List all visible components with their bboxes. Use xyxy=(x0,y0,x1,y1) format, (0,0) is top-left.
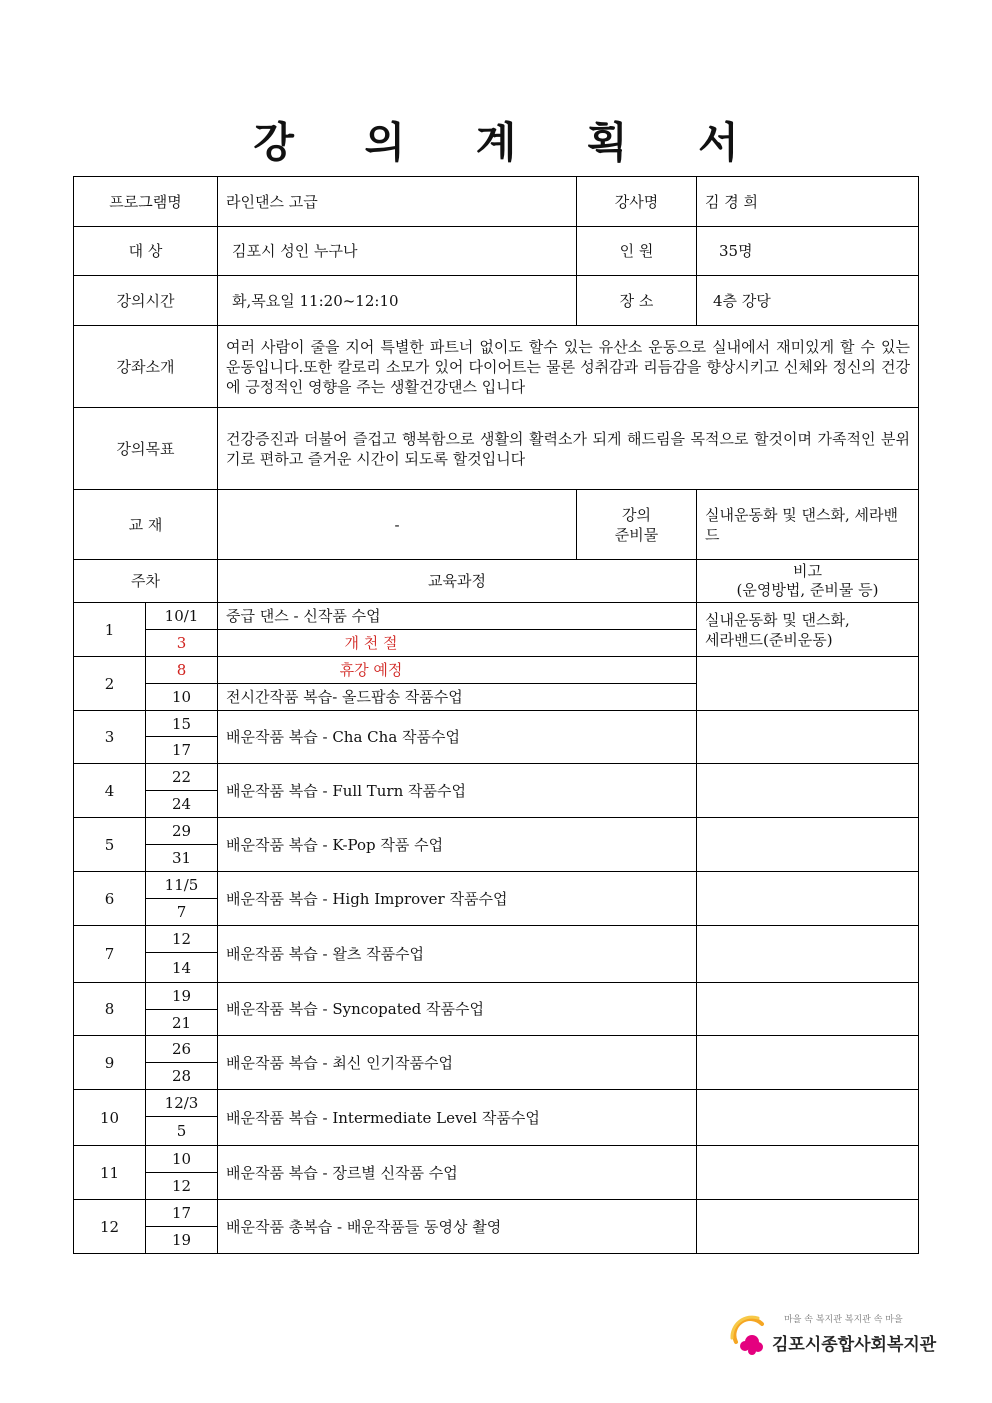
course-cell: 배운작품 복습 - 왈츠 작품수업 xyxy=(218,926,697,983)
textbook-value: - xyxy=(218,490,577,560)
time-value: 화,목요일 11:20~12:10 xyxy=(218,276,577,326)
note-header: 비고 (운영방법, 준비물 등) xyxy=(697,560,919,603)
course-cell: 배운작품 복습 - Cha Cha 작품수업 xyxy=(218,711,697,764)
organization-logo xyxy=(728,1308,937,1364)
week-number: 10 xyxy=(74,1090,146,1146)
date-cell: 15 xyxy=(146,711,218,737)
page-title: 강 의 계 획 서 xyxy=(253,118,767,167)
date-cell: 19 xyxy=(146,983,218,1010)
course-cell: 배운작품 총복습 - 배운작품들 동영상 촬영 xyxy=(218,1200,697,1254)
place-value: 4층 강당 xyxy=(697,276,919,326)
note-cell xyxy=(697,983,919,1036)
time-label: 강의시간 xyxy=(74,276,218,326)
textbook-label: 교 재 xyxy=(74,490,218,560)
goal-label: 강의목표 xyxy=(74,408,218,490)
date-cell: 12 xyxy=(146,926,218,953)
date-cell: 31 xyxy=(146,845,218,872)
week-number: 5 xyxy=(74,818,146,872)
target-value: 김포시 성인 누구나 xyxy=(218,227,577,276)
goal-value: 건강증진과 더불어 즐겁고 행복함으로 생활의 활력소가 되게 해드림을 목적으로 할것이며 가족적인 분위기로 편하고 즐거운 시간이 되도록 할것입니다 xyxy=(218,408,919,490)
note-cell xyxy=(697,926,919,983)
course-cell: 배운작품 복습 - Full Turn 작품수업 xyxy=(218,764,697,818)
note-cell xyxy=(697,1146,919,1200)
week-header: 주차 xyxy=(74,560,218,603)
date-cell: 10 xyxy=(146,1146,218,1173)
course-cell: 전시간작품 복습- 올드팝송 작품수업 xyxy=(218,684,697,711)
program-label: 프로그램명 xyxy=(74,177,218,227)
course-cell: 배운작품 복습 - 장르별 신작품 수업 xyxy=(218,1146,697,1200)
course-header: 교육과정 xyxy=(218,560,697,603)
date-cell: 21 xyxy=(146,1010,218,1036)
logo-name: 김포시종합사회복지관 xyxy=(772,1335,937,1355)
instructor-value: 김 경 희 xyxy=(697,177,919,227)
intro-value: 여러 사람이 줄을 지어 특별한 파트너 없이도 할수 있는 유산소 운동으로 실내에서 재미있게 할 수 있는 운동입니다.또한 칼로리 소모가 있어 다이어트는 물론 성취감과 리듬감을 향상시키고 신체와 정신의 건강에 긍정적인 영향을 주는 생활건강댄스 입니다 xyxy=(218,326,919,408)
lecture-plan-table xyxy=(73,176,919,1254)
course-cell: 배운작품 복습 - 최신 인기작품수업 xyxy=(218,1036,697,1090)
intro-label: 강좌소개 xyxy=(74,326,218,408)
date-cell: 17 xyxy=(146,737,218,764)
date-cell: 22 xyxy=(146,764,218,791)
holiday-cell: 휴강 예정 xyxy=(218,657,697,684)
course-cell: 배운작품 복습 - Intermediate Level 작품수업 xyxy=(218,1090,697,1146)
prep-label: 강의 준비물 xyxy=(577,490,697,560)
date-cell: 29 xyxy=(146,818,218,845)
date-cell: 28 xyxy=(146,1063,218,1090)
week-number: 8 xyxy=(74,983,146,1036)
note-cell xyxy=(697,818,919,872)
prep-value: 실내운동화 및 댄스화, 세라밴드 xyxy=(697,490,919,560)
week-number: 11 xyxy=(74,1146,146,1200)
logo-slogan: 마을 속 복지관 복지관 속 마을 xyxy=(784,1315,903,1325)
week-number: 2 xyxy=(74,657,146,711)
note-cell: 실내운동화 및 댄스화, 세라밴드(준비운동) xyxy=(697,603,919,657)
date-cell: 10 xyxy=(146,684,218,711)
date-cell: 26 xyxy=(146,1036,218,1063)
date-cell: 17 xyxy=(146,1200,218,1227)
date-cell: 7 xyxy=(146,899,218,926)
holiday-cell: 개 천 절 xyxy=(218,630,697,657)
week-number: 1 xyxy=(74,603,146,657)
date-cell: 3 xyxy=(146,630,218,657)
note-cell xyxy=(697,711,919,764)
week-number: 12 xyxy=(74,1200,146,1254)
note-cell xyxy=(697,657,919,711)
week-number: 3 xyxy=(74,711,146,764)
week-number: 4 xyxy=(74,764,146,818)
date-cell: 5 xyxy=(146,1117,218,1146)
headcount-value: 35명 xyxy=(697,227,919,276)
week-number: 9 xyxy=(74,1036,146,1090)
program-value: 라인댄스 고급 xyxy=(218,177,577,227)
instructor-label: 강사명 xyxy=(577,177,697,227)
note-cell xyxy=(697,764,919,818)
week-number: 6 xyxy=(74,872,146,926)
note-cell xyxy=(697,1090,919,1146)
headcount-label: 인 원 xyxy=(577,227,697,276)
note-cell xyxy=(697,872,919,926)
date-cell: 19 xyxy=(146,1227,218,1254)
date-cell: 12/3 xyxy=(146,1090,218,1117)
date-cell: 12 xyxy=(146,1173,218,1200)
course-cell: 중급 댄스 - 신작품 수업 xyxy=(218,603,697,630)
week-number: 7 xyxy=(74,926,146,983)
course-cell: 배운작품 복습 - High Improver 작품수업 xyxy=(218,872,697,926)
date-cell: 8 xyxy=(146,657,218,684)
course-cell: 배운작품 복습 - Syncopated 작품수업 xyxy=(218,983,697,1036)
note-cell xyxy=(697,1200,919,1254)
date-cell: 11/5 xyxy=(146,872,218,899)
date-cell: 24 xyxy=(146,791,218,818)
note-cell xyxy=(697,1036,919,1090)
date-cell: 10/1 xyxy=(146,603,218,630)
course-cell: 배운작품 복습 - K-Pop 작품 수업 xyxy=(218,818,697,872)
target-label: 대 상 xyxy=(74,227,218,276)
logo-mark-icon xyxy=(728,1312,774,1358)
place-label: 장 소 xyxy=(577,276,697,326)
date-cell: 14 xyxy=(146,953,218,983)
